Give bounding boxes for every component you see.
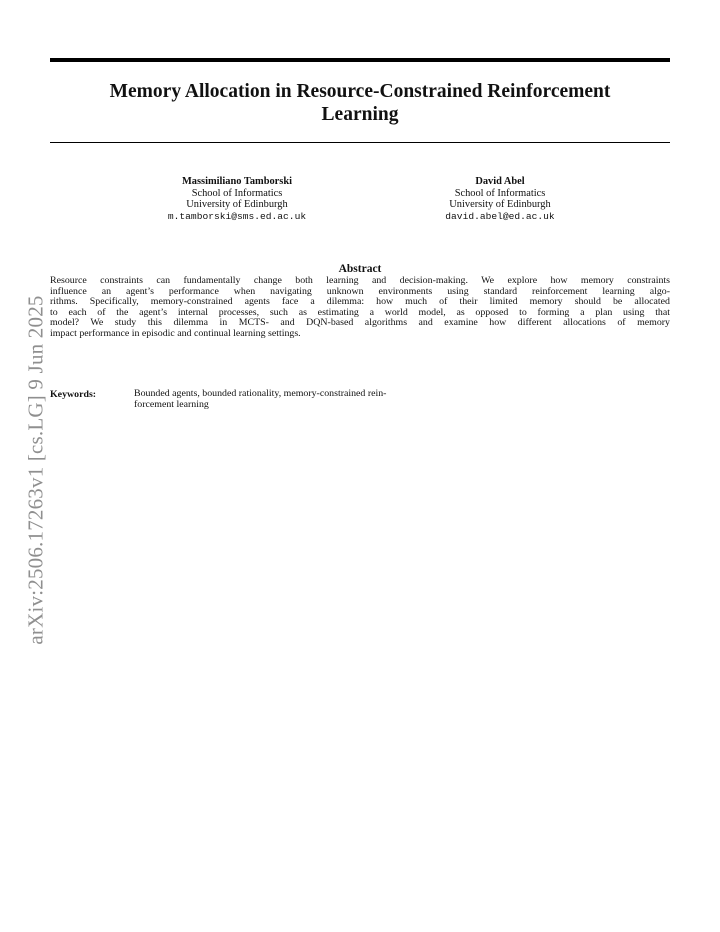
keywords-label: Keywords: bbox=[50, 389, 97, 400]
abstract-heading: Abstract bbox=[338, 263, 382, 275]
author-email[interactable]: m.tamborski@sms.ed.ac.uk bbox=[167, 210, 307, 222]
author-affiliation: School of Informatics bbox=[454, 187, 546, 199]
author-block-2 bbox=[385, 176, 615, 222]
abstract-line: influence an agent’s performance when navigating unknown environments using standard reinforcement learning algo- bbox=[50, 285, 670, 297]
title-line-1: Memory Allocation in Resource-Constrained Reinforcement bbox=[109, 81, 611, 102]
author-affiliation: School of Informatics bbox=[191, 187, 283, 199]
abstract-line: impact performance in episodic and continual learning settings. bbox=[50, 327, 301, 339]
abstract-line: Resource constraints can fundamentally change both learning and decision-making. We explore how memory constraints bbox=[50, 275, 670, 286]
keywords-line: Bounded agents, bounded rationality, memory-constrained rein- bbox=[134, 388, 387, 399]
abstract-body bbox=[50, 276, 670, 340]
paper-title bbox=[50, 80, 670, 126]
author-institution: University of Edinburgh bbox=[449, 199, 551, 211]
author-name: David Abel bbox=[475, 176, 525, 187]
keywords-text bbox=[134, 389, 484, 411]
arxiv-identifier-stamp: arXiv:2506.17263v1 [cs.LG] 9 Jun 2025 bbox=[23, 295, 48, 645]
author-email[interactable]: david.abel@ed.ac.uk bbox=[445, 210, 555, 222]
title-top-rule bbox=[50, 58, 670, 62]
author-name: Massimiliano Tamborski bbox=[182, 176, 292, 187]
title-bottom-rule bbox=[50, 142, 670, 143]
author-block-1 bbox=[122, 176, 352, 222]
author-institution: University of Edinburgh bbox=[186, 199, 288, 211]
title-line-2: Learning bbox=[321, 104, 399, 125]
keywords-line: forcement learning bbox=[134, 398, 209, 410]
abstract-line: to each of the agent’s internal processes, such as estimating a world model, as opposed to forming a plan using that bbox=[50, 306, 670, 318]
abstract-line: rithms. Specifically, memory-constrained agents face a dilemma: how much of their limited memory should be allocated bbox=[50, 296, 670, 308]
abstract-line: model? We study this dilemma in MCTS- and DQN-based algorithms and examine how different allocations of memory bbox=[50, 317, 670, 329]
